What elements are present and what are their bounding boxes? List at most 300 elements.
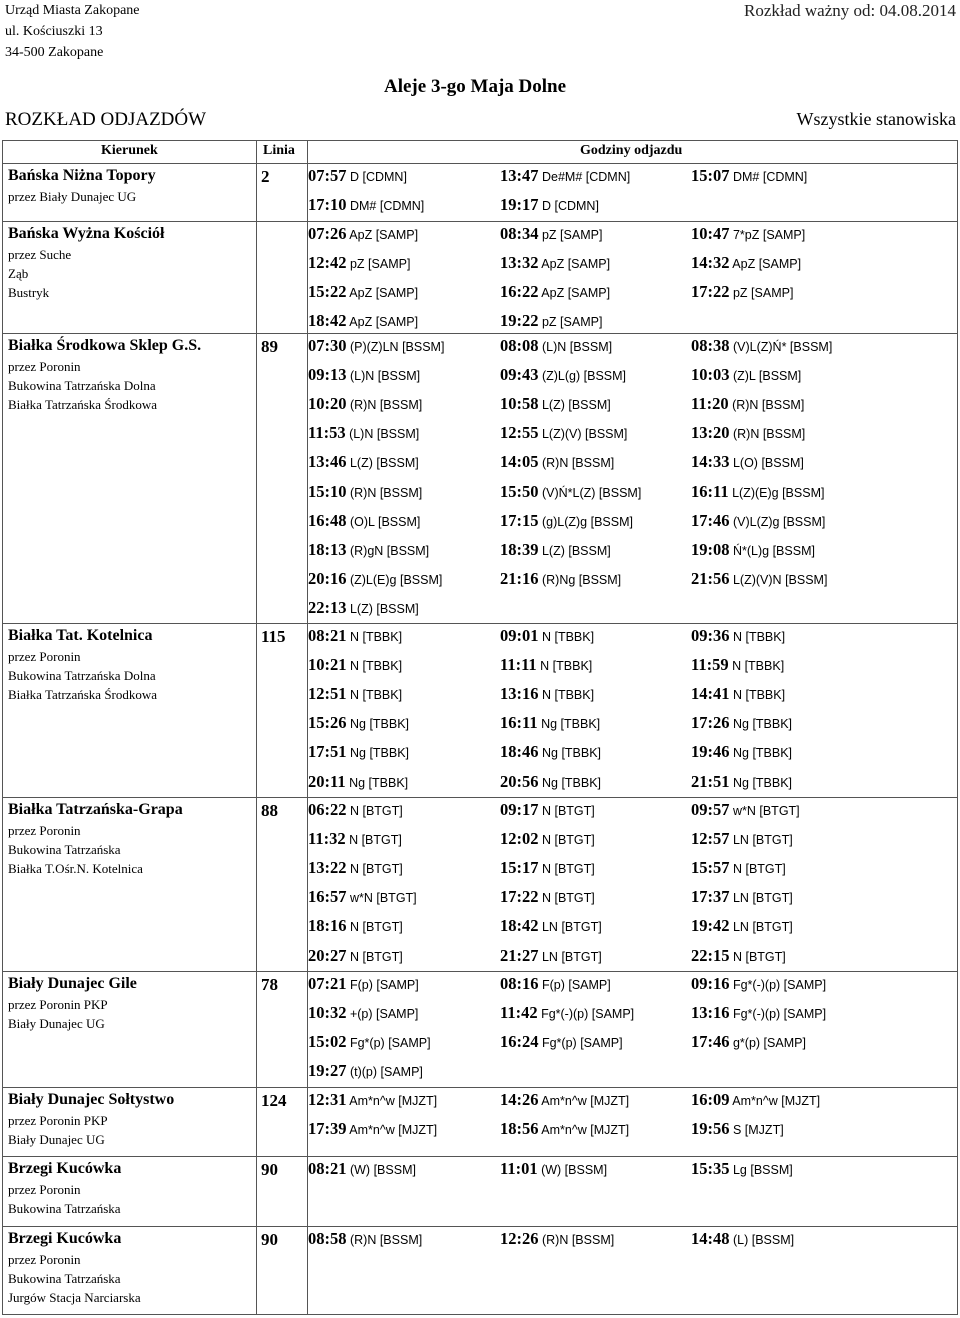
departure-marks: N <box>346 949 363 964</box>
departure <box>308 1061 423 1081</box>
departure-operator: [BSSM] <box>377 369 421 384</box>
departure-operator: [SAMP] <box>375 228 419 242</box>
route-via: Bukowina Tatrzańska <box>8 1271 121 1286</box>
departure-operator: [TBBK] <box>368 775 409 790</box>
departure-time: 14:48 <box>691 1229 730 1248</box>
route-via: przez Poronin <box>8 649 81 664</box>
departure <box>308 394 422 414</box>
departure-marks: N <box>538 862 555 877</box>
departure-marks: Ng <box>729 746 753 761</box>
departure-operator: [BSSM] <box>376 427 420 442</box>
departure-operator: [BSSM] <box>761 398 805 413</box>
departure-operator: [BSSM] <box>568 398 611 413</box>
departure-operator: [TBBK] <box>752 717 793 732</box>
departure <box>691 452 804 472</box>
departure <box>500 772 601 792</box>
departure-operator: [CDMN] <box>554 199 599 214</box>
departure-operator: [BTGT] <box>752 891 793 906</box>
departure <box>308 253 410 273</box>
departure-marks: (W) <box>346 1163 374 1177</box>
departure-marks: Am*n^w <box>538 1094 591 1108</box>
departure-operator: [BSSM] <box>569 340 613 354</box>
departure-marks: L(Z)(V)N <box>729 572 786 587</box>
route-direction: Białka Tat. Kotelnica <box>8 627 153 644</box>
departure-marks: L(O) <box>729 456 762 471</box>
departure-time: 15:35 <box>691 1159 730 1178</box>
departure-operator: [SAMP] <box>758 257 802 272</box>
departure <box>308 311 418 331</box>
departure <box>500 626 594 646</box>
departure <box>308 829 402 849</box>
departure-time: 13:47 <box>500 166 539 185</box>
departure-time: 10:32 <box>308 1003 347 1023</box>
departure-time: 19:27 <box>308 1061 347 1081</box>
departure-time: 09:57 <box>691 800 730 819</box>
departure-marks: N <box>538 630 555 644</box>
departure-time: 18:42 <box>308 311 347 331</box>
departure-marks: D <box>346 170 363 184</box>
departure <box>308 974 419 994</box>
departure-time: 12:42 <box>308 253 347 273</box>
departure-operator: [BSSM] <box>571 1233 615 1247</box>
departure-time: 19:46 <box>691 742 730 762</box>
departure-marks: (g)L(Z)g <box>538 514 591 529</box>
departure-operator: [TBBK] <box>752 775 793 790</box>
departure-time: 09:43 <box>500 365 539 385</box>
route-via: przez Poronin <box>8 823 81 838</box>
departure <box>308 626 402 646</box>
departure-time: 17:51 <box>308 742 347 762</box>
route-direction: Białka Tatrzańska-Grapa <box>8 801 183 818</box>
departure-time: 18:56 <box>500 1119 539 1139</box>
departure-time: 15:17 <box>500 858 539 878</box>
route-line-number: 89 <box>261 337 278 356</box>
departure-marks: Ng <box>538 775 562 790</box>
departure <box>308 1119 437 1139</box>
departure <box>308 772 408 792</box>
departure-operator: [BTGT] <box>752 833 793 848</box>
departure-operator: [SAMP] <box>762 228 806 242</box>
departure-marks: Lg <box>729 1163 751 1177</box>
departure-time: 08:21 <box>308 1159 347 1178</box>
departure-marks: (V)L(Z)g <box>729 514 783 529</box>
departure-operator: [BTGT] <box>554 804 595 818</box>
departure <box>691 423 805 443</box>
departure-operator: [BTGT] <box>362 949 403 964</box>
departure-marks: N <box>346 630 363 644</box>
departure <box>500 887 595 907</box>
departure <box>308 166 407 186</box>
departure <box>500 282 610 302</box>
departure-time: 16:24 <box>500 1032 539 1052</box>
departure <box>500 1003 634 1023</box>
departure-marks: N <box>728 659 745 674</box>
departure-marks: S <box>729 1123 745 1138</box>
route-via: Jurgów Stacja Narciarska <box>8 1290 141 1305</box>
departure <box>500 946 602 966</box>
departure <box>500 974 611 994</box>
departure-marks: (Z)L(g) <box>538 369 584 384</box>
departure-operator: [BSSM] <box>762 427 806 442</box>
departure-time: 17:37 <box>691 887 730 907</box>
departure <box>500 742 601 762</box>
route-via: przez Poronin <box>8 359 81 374</box>
departure-time: 19:42 <box>691 916 730 936</box>
departure <box>500 829 595 849</box>
route-via: Białka T.Ośr.N. Kotelnica <box>8 861 143 876</box>
document-title: ROZKŁAD ODJAZDÓW <box>5 109 207 130</box>
departure-operator: [TBBK] <box>362 630 403 644</box>
departure <box>308 887 417 907</box>
departure-operator: [TBBK] <box>752 746 793 761</box>
departure-marks: Fg*(p) <box>538 1036 581 1051</box>
timetable <box>2 140 958 1315</box>
departure-operator: [BSSM] <box>583 369 627 384</box>
departure-time: 15:50 <box>500 481 539 501</box>
departure-time: 08:21 <box>308 626 347 645</box>
departure-operator: [SAMP] <box>763 1036 806 1051</box>
departure-marks: (R)gN <box>346 543 387 558</box>
departure-time: 14:26 <box>500 1090 539 1109</box>
departure-operator: [MJZT] <box>781 1094 821 1108</box>
departure-marks: N <box>729 630 746 644</box>
route-via: przez Poronin <box>8 1182 81 1197</box>
departure-marks: (Z)L <box>729 369 759 384</box>
departure <box>308 598 419 618</box>
route-direction: Brzegi Kucówka <box>8 1160 122 1177</box>
departure <box>691 887 793 907</box>
departure <box>691 394 804 414</box>
departure-operator: [BTGT] <box>561 920 602 935</box>
departure-operator: [BTGT] <box>376 891 417 906</box>
departure <box>500 858 595 878</box>
departure-operator: [SAMP] <box>375 315 419 330</box>
route-line-number: 78 <box>261 975 278 994</box>
departure <box>500 195 599 215</box>
departure-time: 13:16 <box>691 1003 730 1023</box>
departure-marks: 7*pZ <box>729 228 763 242</box>
departure-time: 11:42 <box>500 1003 538 1023</box>
departure-marks: (L)N <box>538 340 570 354</box>
departure <box>500 452 614 472</box>
route-via: przez Poronin PKP <box>8 1113 108 1128</box>
route-direction: Bańska Niżna Topory <box>8 167 156 184</box>
departure-marks: F(p) <box>538 978 569 992</box>
departure-operator: [TBBK] <box>554 688 595 703</box>
departure-time: 07:30 <box>308 336 347 355</box>
departure <box>691 655 784 675</box>
route-via: przez Biały Dunajec UG <box>8 189 137 204</box>
departure-marks: N <box>729 862 746 877</box>
departure-operator: [BTGT] <box>361 833 402 848</box>
departure-time: 07:26 <box>308 224 347 243</box>
route-line-number: 88 <box>261 801 278 820</box>
departure-marks: DM# <box>346 199 380 214</box>
departure-operator: [BSSM] <box>402 340 445 354</box>
office-name: Urząd Miasta Zakopane <box>5 3 140 18</box>
departure-time: 20:11 <box>308 771 346 791</box>
departure <box>500 1032 623 1052</box>
route-via: Biały Dunajec UG <box>8 1016 105 1031</box>
departure-marks: w*N <box>729 804 760 818</box>
departure <box>500 1159 607 1179</box>
departure-time: 12:55 <box>500 423 539 443</box>
departure-operator: [SAMP] <box>751 286 794 301</box>
departure-time: 12:51 <box>308 684 347 704</box>
departure-operator: [CDMN] <box>585 170 631 184</box>
departure-operator: [BSSM] <box>399 572 443 587</box>
departure <box>691 1032 806 1052</box>
column-header-line: Linia <box>263 143 295 158</box>
departure-operator: [CDMN] <box>762 170 808 184</box>
departure-time: 09:16 <box>691 974 730 993</box>
departure-marks: g*(p) <box>729 1036 764 1051</box>
departure-marks: +(p) <box>346 1007 377 1022</box>
departure-marks: (W) <box>537 1163 565 1177</box>
departure <box>691 282 793 302</box>
departure-operator: [BTGT] <box>362 920 403 935</box>
departure-operator: [BSSM] <box>376 456 419 471</box>
departure-marks: (R)N <box>538 1233 572 1247</box>
departure-operator: [TBBK] <box>744 659 785 674</box>
departure-operator: [BTGT] <box>752 920 793 935</box>
departure-marks: Ń*(L)g <box>729 543 773 558</box>
departure-time: 15:07 <box>691 166 730 185</box>
departure-time: 08:58 <box>308 1229 347 1248</box>
departure-marks: (R)Ng <box>538 572 579 587</box>
departure-operator: [BTGT] <box>362 804 403 818</box>
route-via: przez Poronin <box>8 1252 81 1267</box>
office-city: 34-500 Zakopane <box>5 45 104 60</box>
departure-marks: LN <box>729 891 753 906</box>
departure-operator: [CDMN] <box>362 170 407 184</box>
departure <box>691 800 800 820</box>
departure-time: 17:22 <box>500 887 539 907</box>
departure-time: 16:11 <box>500 713 538 733</box>
departure-operator: [TBBK] <box>552 659 593 674</box>
departure-operator: [BSSM] <box>379 485 423 500</box>
departure-marks: L(Z)(E)g <box>728 485 783 500</box>
departure-time: 13:16 <box>500 684 539 704</box>
departure-time: 08:34 <box>500 224 539 243</box>
departure-marks: D <box>538 199 555 214</box>
departure <box>500 1119 629 1139</box>
departure-time: 10:21 <box>308 655 347 675</box>
departure-operator: [BSSM] <box>379 398 423 413</box>
route-via: Ząb <box>8 266 29 281</box>
departure-marks: N <box>538 804 555 818</box>
route-divider <box>3 1226 957 1227</box>
departure <box>691 166 807 186</box>
departure-marks: F(p) <box>346 978 377 992</box>
route-via: Białka Tatrzańska Środkowa <box>8 687 158 702</box>
departure-marks: Am*n^w <box>346 1123 399 1138</box>
departure-time: 17:22 <box>691 282 730 302</box>
departure-marks: Fg*(-)(p) <box>729 978 784 992</box>
departure <box>308 365 420 385</box>
departure-marks: Am*n^w <box>346 1094 399 1108</box>
departure-marks: (R)N <box>729 427 763 442</box>
departure-operator: [BSSM] <box>373 1163 416 1177</box>
route-divider <box>3 971 957 972</box>
departure-operator: [SAMP] <box>375 286 419 301</box>
departure-operator: [BSSM] <box>564 1163 608 1177</box>
route-line-number: 90 <box>261 1230 278 1249</box>
departure <box>308 946 403 966</box>
departure <box>308 452 419 472</box>
departure-time: 22:13 <box>308 597 347 617</box>
departure <box>308 511 420 531</box>
departure-operator: [BSSM] <box>598 485 642 500</box>
route-direction: Białka Środkowa Sklep G.S. <box>8 337 202 354</box>
departure-marks: N <box>536 659 553 674</box>
departure-operator: [TBBK] <box>745 688 786 703</box>
departure-marks: LN <box>729 833 753 848</box>
departure <box>308 540 429 560</box>
departure <box>500 423 627 443</box>
platforms-label: Wszystkie stanowiska <box>796 109 956 129</box>
departure <box>691 1159 793 1179</box>
departure-time: 16:09 <box>691 1090 730 1109</box>
departure <box>691 626 785 646</box>
departure <box>500 166 630 186</box>
route-divider <box>3 1156 957 1157</box>
departure <box>691 829 793 849</box>
departure-operator: [BSSM] <box>782 514 826 529</box>
departure <box>500 511 633 531</box>
departure-time: 09:36 <box>691 626 730 645</box>
departure-marks: De#M# <box>538 170 586 184</box>
departure-time: 17:46 <box>691 1032 730 1052</box>
departure-operator: [SAMP] <box>567 286 611 301</box>
departure <box>500 482 641 502</box>
departure-marks: LN <box>729 920 753 935</box>
departure <box>308 1229 422 1249</box>
departure-time: 09:17 <box>500 800 539 819</box>
departure-time: 18:42 <box>500 916 539 936</box>
departure-time: 07:57 <box>308 166 347 185</box>
departure-operator: [SAMP] <box>591 1007 635 1022</box>
departure-marks: pZ <box>346 257 369 272</box>
departure-marks: pZ <box>729 286 752 301</box>
departure-time: 15:10 <box>308 481 347 501</box>
departure-time: 17:15 <box>500 510 539 530</box>
departure-time: 12:02 <box>500 829 539 849</box>
departure-time: 07:21 <box>308 974 347 993</box>
departure-marks: ApZ <box>346 286 376 301</box>
route-via: Bukowina Tatrzańska <box>8 842 121 857</box>
departure-marks: N <box>345 833 362 848</box>
departure-operator: [MJZT] <box>398 1094 438 1108</box>
departure-time: 13:22 <box>308 858 347 878</box>
departure <box>691 224 805 244</box>
departure <box>308 336 444 356</box>
departure-marks: L(Z)(V) <box>538 427 586 442</box>
departure-time: 08:38 <box>691 336 730 355</box>
departure-operator: [MJZT] <box>590 1123 630 1138</box>
departure-time: 08:16 <box>500 974 539 993</box>
departure-time: 12:31 <box>308 1090 347 1109</box>
departure <box>308 742 409 762</box>
departure-operator: [BSSM] <box>590 514 633 529</box>
route-via: Biały Dunajec UG <box>8 1132 105 1147</box>
departure-marks: N <box>538 688 555 703</box>
route-via: przez Suche <box>8 247 72 262</box>
departure-operator: [TBBK] <box>369 746 410 761</box>
departure-operator: [BTGT] <box>362 862 403 877</box>
departure-marks: N <box>538 891 555 906</box>
departure-operator: [SAMP] <box>783 1007 827 1022</box>
departure <box>691 1229 794 1249</box>
departure-marks: ApZ <box>346 315 376 330</box>
departure-marks: N <box>346 804 363 818</box>
route-divider <box>3 221 957 222</box>
departure <box>500 253 610 273</box>
departure-time: 14:05 <box>500 452 539 472</box>
departure <box>308 858 403 878</box>
departure-marks: ApZ <box>538 257 568 272</box>
departure-time: 19:22 <box>500 311 539 331</box>
departure <box>500 311 602 331</box>
route-direction: Biały Dunajec Gile <box>8 975 137 992</box>
departure-time: 09:01 <box>500 626 539 645</box>
departure-marks: L(Z) <box>346 601 377 616</box>
departure-time: 17:26 <box>691 713 730 733</box>
departure-marks: (t)(p) <box>346 1065 381 1080</box>
departure-marks: (L)N <box>345 427 377 442</box>
departure-operator: [SAMP] <box>560 315 603 330</box>
route-via: przez Poronin PKP <box>8 997 108 1012</box>
departure-marks: w*N <box>346 891 377 906</box>
departure-operator: [SAMP] <box>580 1036 623 1051</box>
departure-marks: (O)L <box>346 514 378 529</box>
departure-time: 21:51 <box>691 771 730 791</box>
departure-time: 11:53 <box>308 423 346 443</box>
departure-operator: [SAMP] <box>783 978 827 992</box>
departure-operator: [SAMP] <box>568 978 611 992</box>
departure-time: 21:27 <box>500 945 539 965</box>
departure-time: 10:47 <box>691 224 730 243</box>
departure-operator: [BSSM] <box>782 485 825 500</box>
departure <box>691 540 815 560</box>
departure-marks: (V)L(Z)Ń* <box>729 340 790 354</box>
departure <box>500 224 602 244</box>
departure <box>500 365 626 385</box>
departure <box>691 946 786 966</box>
departure-operator: [TBBK] <box>362 659 403 674</box>
departure-operator: [BSSM] <box>750 1163 793 1177</box>
departure-time: 19:08 <box>691 539 730 559</box>
departure-marks: ApZ <box>538 286 568 301</box>
departure-marks: LN <box>538 920 562 935</box>
departure-operator: [TBBK] <box>369 717 410 732</box>
departure <box>308 1003 418 1023</box>
departure <box>500 1229 614 1249</box>
departure-time: 19:56 <box>691 1119 730 1139</box>
departure-operator: [BTGT] <box>561 949 602 964</box>
departure-operator: [SAMP] <box>376 1007 419 1022</box>
departure-marks: Ng <box>537 717 561 732</box>
departure-operator: [TBBK] <box>561 746 602 761</box>
departure-time: 14:32 <box>691 253 730 273</box>
departure-operator: [CDMN] <box>379 199 425 214</box>
departure-time: 11:11 <box>500 655 537 675</box>
departure <box>308 1159 416 1179</box>
departure-marks: DM# <box>729 170 763 184</box>
departure-marks: L(Z) <box>346 456 377 471</box>
departure-operator: [BSSM] <box>377 514 421 529</box>
departure <box>308 282 418 302</box>
